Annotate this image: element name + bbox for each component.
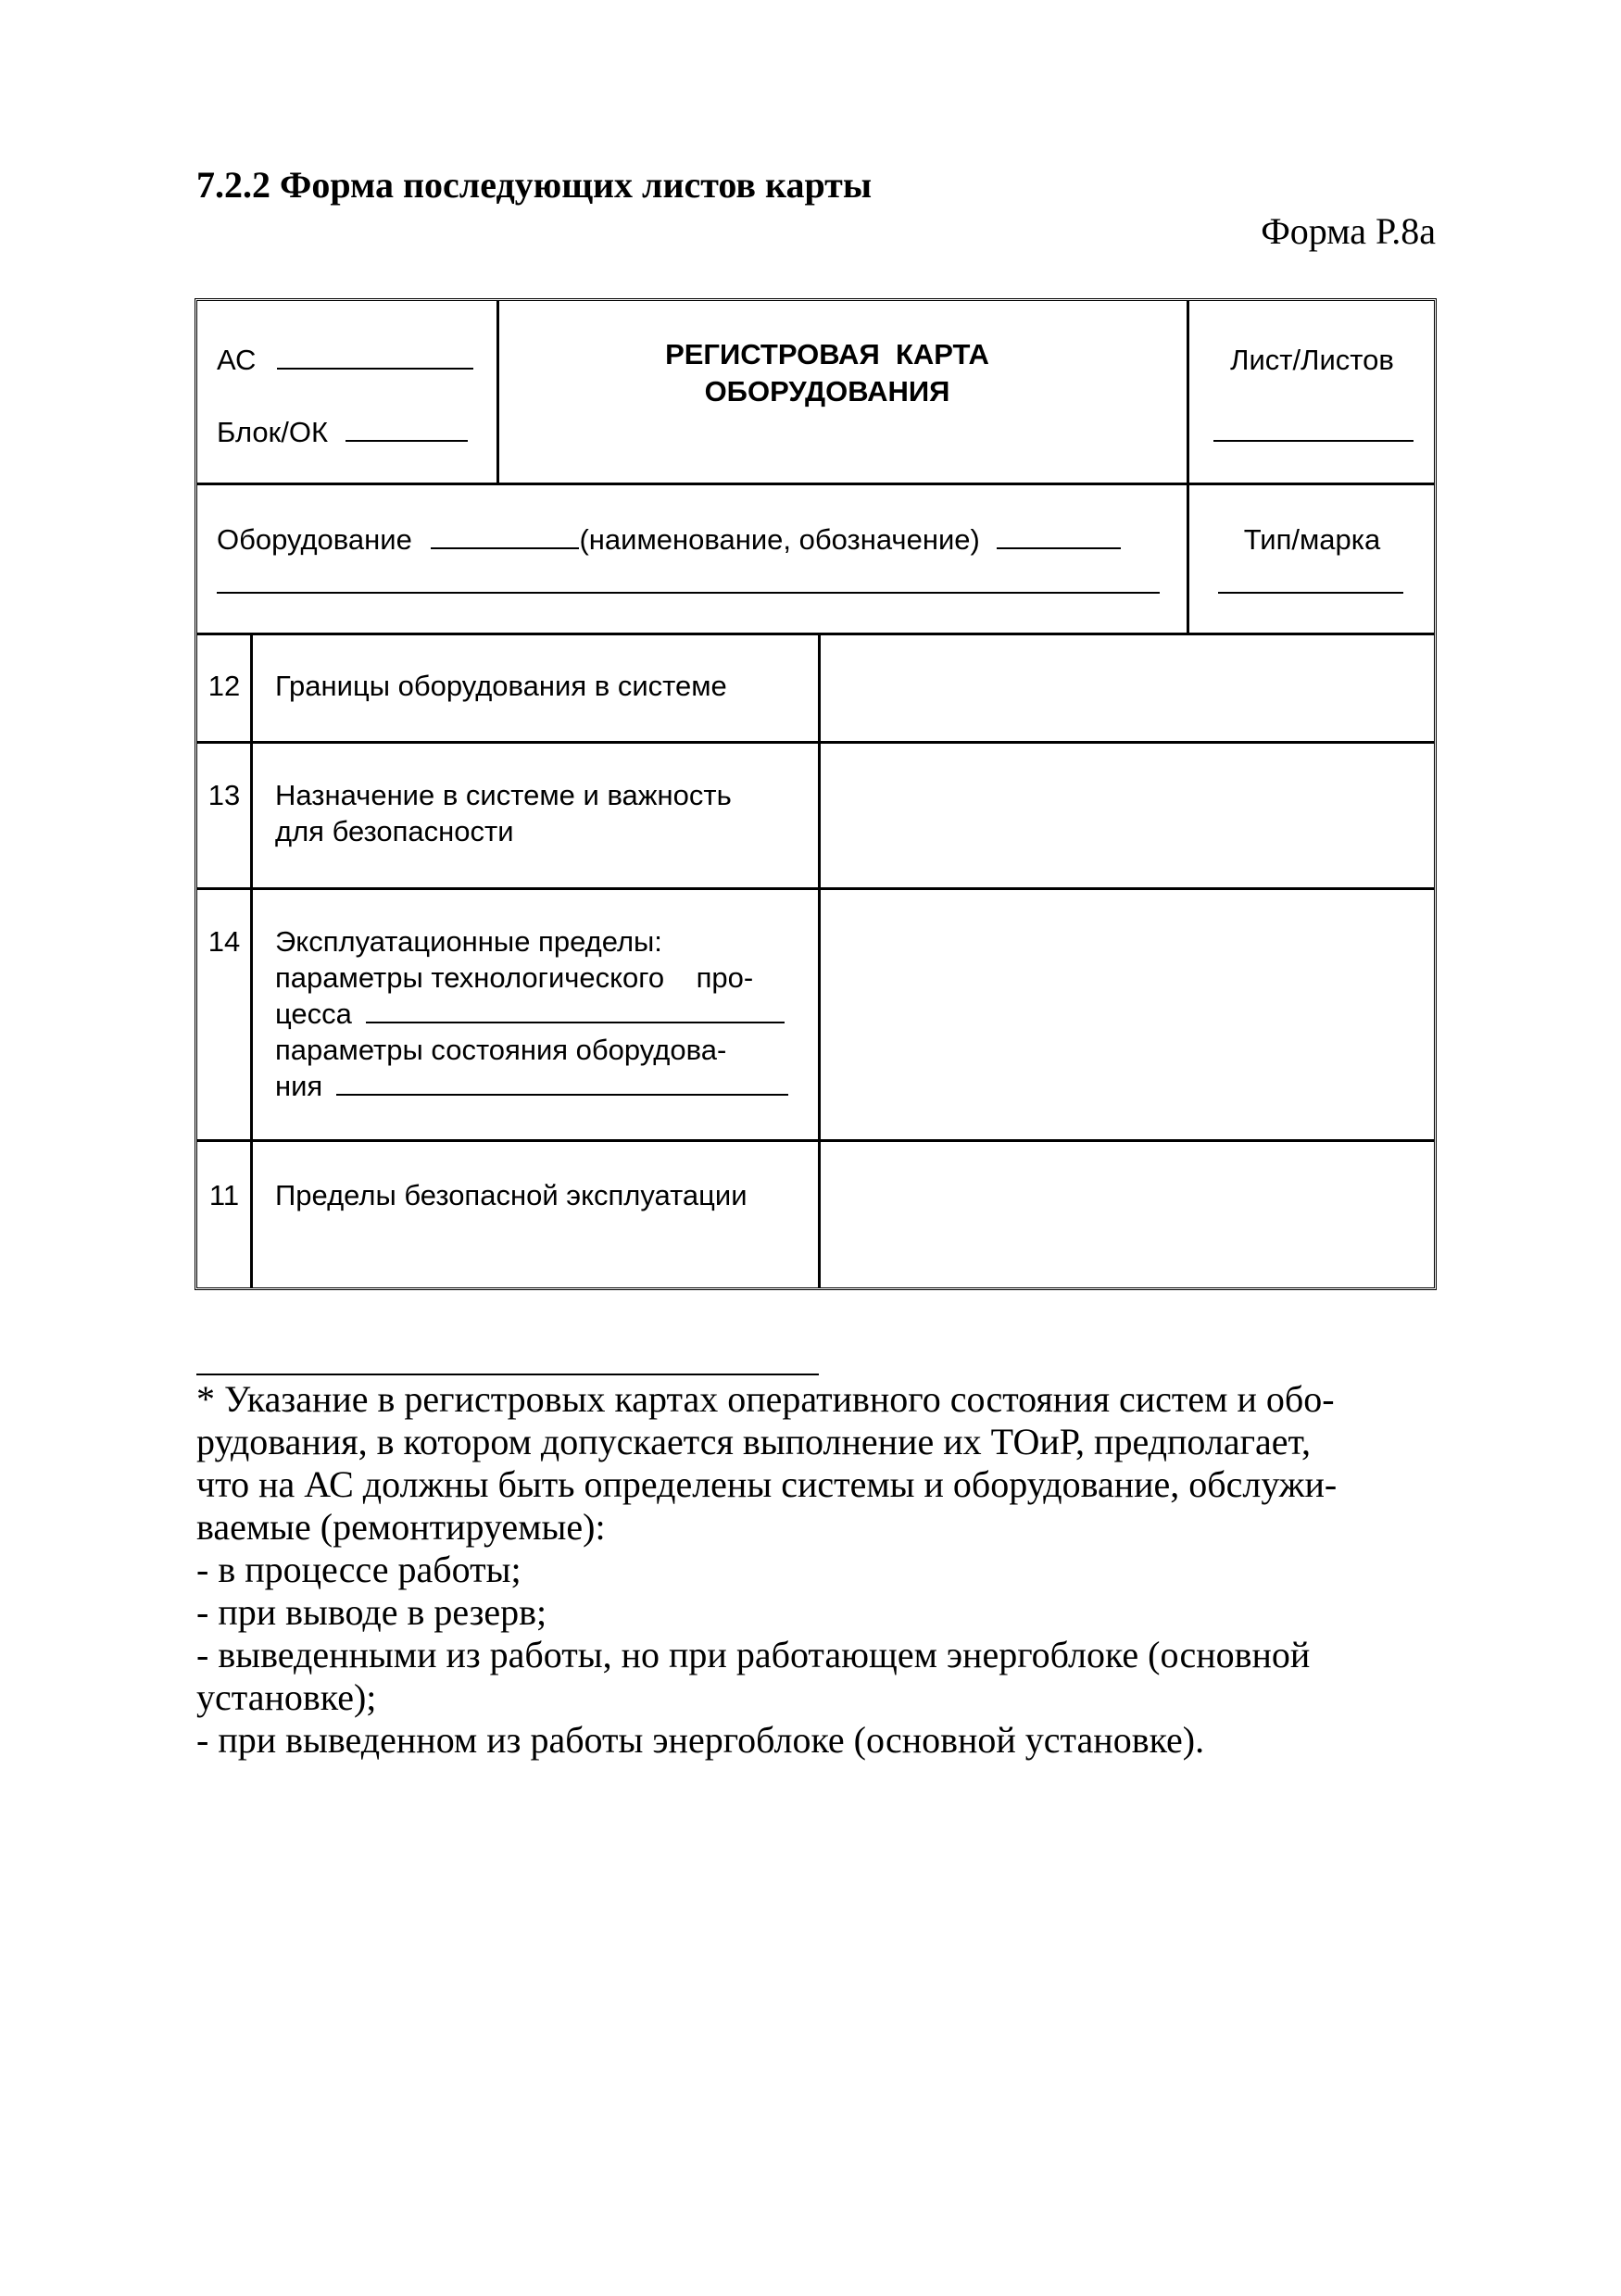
table-rule xyxy=(496,301,499,483)
section-heading: 7.2.2 Форма последующих листов карты xyxy=(196,164,873,206)
row-label-line: для безопасности xyxy=(275,815,514,847)
type-input-line[interactable] xyxy=(1218,592,1403,594)
block-input-line[interactable] xyxy=(346,439,468,442)
ac-label: АС xyxy=(217,344,257,376)
row-label-text: ния xyxy=(275,1070,323,1102)
row-label: Пределы безопасной эксплуатации xyxy=(275,1179,748,1211)
sheet-label: Лист/Листов xyxy=(1230,344,1394,376)
equipment-field xyxy=(217,521,1121,558)
registry-card-table xyxy=(195,298,1437,1290)
row-label-line: Эксплуатационные пределы: xyxy=(275,925,662,958)
footnote-line: рудования, в котором допускается выполнение их ТОиР, предполагает, xyxy=(196,1421,1312,1462)
equipment-state-input-line[interactable] xyxy=(336,1093,788,1096)
footnote-separator xyxy=(196,1374,819,1375)
row-label-line: Назначение в системе и важность xyxy=(275,779,732,811)
block-field xyxy=(217,414,468,450)
footnote-line: - выведенными из работы, но при работающем энергоблоке (основной xyxy=(196,1634,1311,1675)
ac-input-line[interactable] xyxy=(277,367,473,370)
footnote-line: ваемые (ремонтируемые): xyxy=(196,1506,606,1548)
row-number: 11 xyxy=(208,1179,240,1211)
card-title-line-1: РЕГИСТРОВАЯ КАРТА xyxy=(665,338,989,370)
row-label xyxy=(275,923,788,1104)
row-label-line xyxy=(275,1068,788,1104)
row-number: 14 xyxy=(207,925,241,958)
table-rule xyxy=(197,483,1434,485)
equipment-hint: (наименование, обозначение) xyxy=(579,523,980,556)
row-number: 13 xyxy=(207,779,241,811)
form-label: Форма Р.8а xyxy=(1261,210,1436,252)
footnote-line: что на АС должны быть определены системы и оборудование, обслужи- xyxy=(196,1463,1338,1505)
sheet-input-line[interactable] xyxy=(1213,440,1414,442)
footnote-line: - в процессе работы; xyxy=(196,1549,521,1590)
row-label-line: параметры технологического про- xyxy=(275,961,754,994)
footnote xyxy=(196,1378,1428,1762)
equipment-label: Оборудование xyxy=(217,523,412,556)
equipment-input-line-2[interactable] xyxy=(997,546,1121,549)
row-value-cell[interactable] xyxy=(821,635,1434,741)
type-label: Тип/марка xyxy=(1243,523,1381,556)
ac-field xyxy=(217,342,473,378)
card-title-line-2: ОБОРУДОВАНИЯ xyxy=(704,375,950,408)
process-params-input-line[interactable] xyxy=(366,1021,785,1023)
row-label-line xyxy=(275,996,788,1032)
row-value-cell[interactable] xyxy=(821,744,1434,887)
block-label: Блок/ОК xyxy=(217,416,329,448)
row-label-text: цесса xyxy=(275,997,352,1030)
equipment-input-line-3[interactable] xyxy=(217,592,1160,594)
row-label-line: параметры состояния оборудова- xyxy=(275,1034,727,1066)
footnote-line: * Указание в регистровых картах оперативного состояния систем и обо- xyxy=(196,1378,1335,1420)
row-label xyxy=(275,777,732,849)
row-value-cell[interactable] xyxy=(821,1142,1434,1287)
footnote-line: - при выводе в резерв; xyxy=(196,1591,547,1633)
row-value-cell[interactable] xyxy=(821,890,1434,1139)
equipment-input-line[interactable] xyxy=(431,546,579,549)
footnote-line: - при выведенном из работы энергоблоке (основной установке). xyxy=(196,1719,1205,1761)
row-number: 12 xyxy=(207,670,241,702)
footnote-line: установке); xyxy=(196,1676,377,1718)
card-title xyxy=(503,336,1151,410)
table-rule xyxy=(1187,301,1189,633)
row-label: Границы оборудования в системе xyxy=(275,670,727,702)
